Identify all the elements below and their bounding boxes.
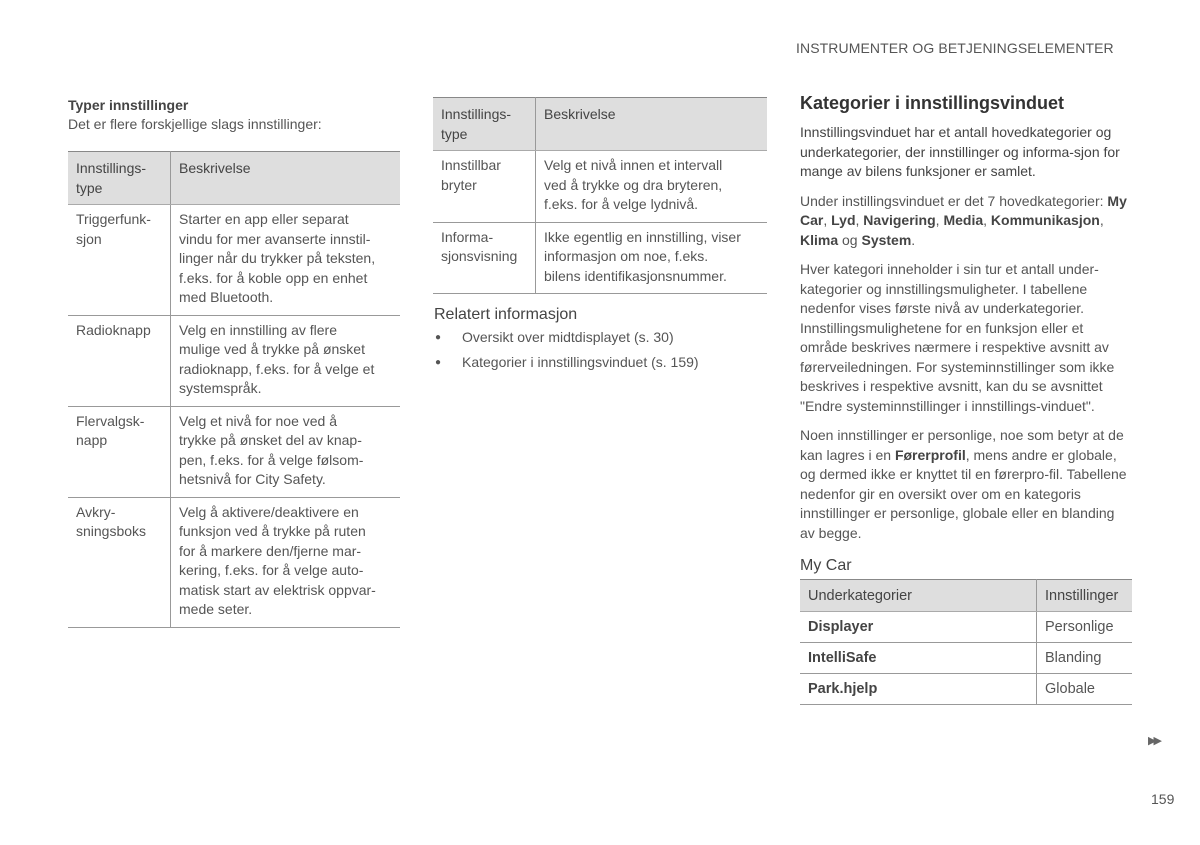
settings-types-table-continued bbox=[433, 97, 767, 294]
cell-setting: Globale bbox=[1037, 674, 1133, 705]
settings-types-table bbox=[68, 151, 400, 628]
mycar-heading: My Car bbox=[800, 557, 852, 574]
category-name: Navigering bbox=[863, 212, 936, 228]
cell-type: Flervalgsk- napp bbox=[68, 406, 171, 497]
table-row bbox=[68, 315, 400, 406]
category-name: Klima bbox=[800, 231, 839, 248]
cell-subcategory: Displayer bbox=[800, 612, 1037, 643]
table-row bbox=[433, 222, 767, 294]
paragraph-profiles bbox=[800, 426, 1132, 543]
paragraph-text: Noen innstillinger er personlige, noe som betyr at de kan lagres i en bbox=[800, 427, 1124, 463]
cell-type: Radioknapp bbox=[68, 315, 171, 406]
header-cell-type: Innstillings- type bbox=[433, 98, 536, 151]
driver-profile-term: Førerprofil bbox=[894, 446, 966, 463]
header-cell-type: Innstillings- type bbox=[68, 152, 171, 205]
cell-type: Avkry- sningsboks bbox=[68, 497, 171, 627]
right-column bbox=[800, 93, 1132, 705]
header-cell-subcategory: Underkategorier bbox=[800, 580, 1037, 612]
table-row bbox=[68, 406, 400, 497]
cell-type: Innstillbar bryter bbox=[433, 151, 536, 223]
related-link-text[interactable]: Oversikt over midtdisplayet (s. 30) bbox=[462, 329, 674, 345]
table-row bbox=[800, 612, 1132, 643]
cell-type: Triggerfunk- sjon bbox=[68, 205, 171, 316]
table-header-row bbox=[68, 152, 400, 205]
page-number: 159 bbox=[1151, 791, 1175, 807]
paragraph-text: Under instillingsvinduet er det 7 hovedkategorier: bbox=[800, 192, 1104, 209]
related-info-list bbox=[433, 328, 767, 372]
table-row bbox=[800, 674, 1132, 705]
separator: , bbox=[855, 212, 860, 228]
separator: og bbox=[842, 231, 858, 248]
related-link-text[interactable]: Kategorier i innstillingsvinduet (s. 159) bbox=[462, 354, 699, 370]
table-header-row bbox=[433, 98, 767, 151]
cell-description: Velg å aktivere/deaktivere en funksjon ved å trykke på ruten for å markere den/fjerne mar- kering, f.eks. for å velge auto- matisk start av elektrisk oppvar- mede seter. bbox=[171, 497, 401, 627]
category-name: Kommunikasjon bbox=[990, 212, 1100, 228]
category-name: My Car bbox=[800, 192, 1127, 228]
table-header-row bbox=[800, 580, 1132, 612]
header-cell-description: Beskrivelse bbox=[536, 98, 768, 151]
section-title: Kategorier i innstillingsvinduet bbox=[800, 93, 1065, 113]
paragraph-categories bbox=[800, 192, 1132, 251]
cell-subcategory: Park.hjelp bbox=[800, 674, 1037, 705]
category-name: Media bbox=[943, 212, 984, 228]
cell-description: Velg en innstilling av flere mulige ved å trykke på ønsket radioknapp, f.eks. for å velge et systemspråk. bbox=[171, 315, 401, 406]
middle-column bbox=[433, 97, 767, 378]
table-row bbox=[800, 643, 1132, 674]
separator: , bbox=[823, 212, 828, 228]
category-name: Lyd bbox=[831, 212, 856, 228]
intro-text: Det er flere forskjellige slags innstillinger: bbox=[68, 116, 322, 132]
related-info-heading: Relatert informasjon bbox=[434, 306, 578, 323]
related-link[interactable] bbox=[433, 353, 767, 372]
paragraph-text: , mens andre er globale, og dermed ikke er knyttet til en førerpro-fil. Tabellene nedenfor gir en oversikt over om en kategoris innstillinger er personlige, globale eller en blanding av begge. bbox=[800, 446, 1127, 541]
bullet-icon: ● bbox=[435, 357, 442, 368]
separator: . bbox=[911, 231, 916, 248]
category-name: System bbox=[861, 231, 912, 248]
table-row bbox=[68, 497, 400, 627]
related-link[interactable] bbox=[433, 328, 767, 347]
separator: , bbox=[935, 212, 940, 228]
left-column bbox=[68, 97, 400, 628]
bullet-icon: ● bbox=[435, 332, 442, 343]
cell-setting: Personlige bbox=[1037, 612, 1133, 643]
running-header: INSTRUMENTER OG BETJENINGSELEMENTER bbox=[796, 40, 1114, 56]
cell-description: Velg et nivå for noe ved å trykke på ønsket del av knap- pen, f.eks. for å velge følsom- hetsnivå for City Safety. bbox=[171, 406, 401, 497]
cell-subcategory: IntelliSafe bbox=[800, 643, 1037, 674]
cell-type: Informa- sjonsvisning bbox=[433, 222, 536, 294]
paragraph: Hver kategori inneholder i sin tur et antall under-kategorier og innstillingsmuligheter. I tabellene nedenfor vises første nivå av underkategorier. Innstillingsmulighetene for en funksjon eller et område beskrives nærmere i respektive avsnitt av førerveiledningen. For systeminnstillinger som ikke beskrives i respektive avsnitt, kan du se avsnittet "Endre systeminnstillinger i innstillings-vinduet". bbox=[800, 261, 1115, 414]
cell-description: Starter en app eller separat vindu for mer avanserte innstil- linger når du trykker på teksten, f.eks. for å koble opp en enhet med Bluetooth. bbox=[171, 205, 401, 316]
double-arrow-right-icon: ▶▶ bbox=[1148, 735, 1159, 747]
separator: , bbox=[983, 212, 988, 228]
header-cell-settings: Innstillinger bbox=[1037, 580, 1133, 612]
cell-setting: Blanding bbox=[1037, 643, 1133, 674]
cell-description: Ikke egentlig en innstilling, viser informasjon om noe, f.eks. bilens identifikasjonsnummer. bbox=[536, 222, 768, 294]
cell-description: Velg et nivå innen et intervall ved å trykke og dra bryteren, f.eks. for å velge lydnivå. bbox=[536, 151, 768, 223]
mycar-table bbox=[800, 579, 1132, 705]
table-row bbox=[433, 151, 767, 223]
table-row bbox=[68, 205, 400, 316]
paragraph: Innstillingsvinduet har et antall hovedkategorier og underkategorier, der innstillinger og informa-sjon for mange av bilens funksjoner er samlet. bbox=[800, 124, 1120, 179]
section-subheading: Typer innstillinger bbox=[68, 97, 189, 113]
separator: , bbox=[1099, 212, 1104, 228]
header-cell-description: Beskrivelse bbox=[171, 152, 401, 205]
